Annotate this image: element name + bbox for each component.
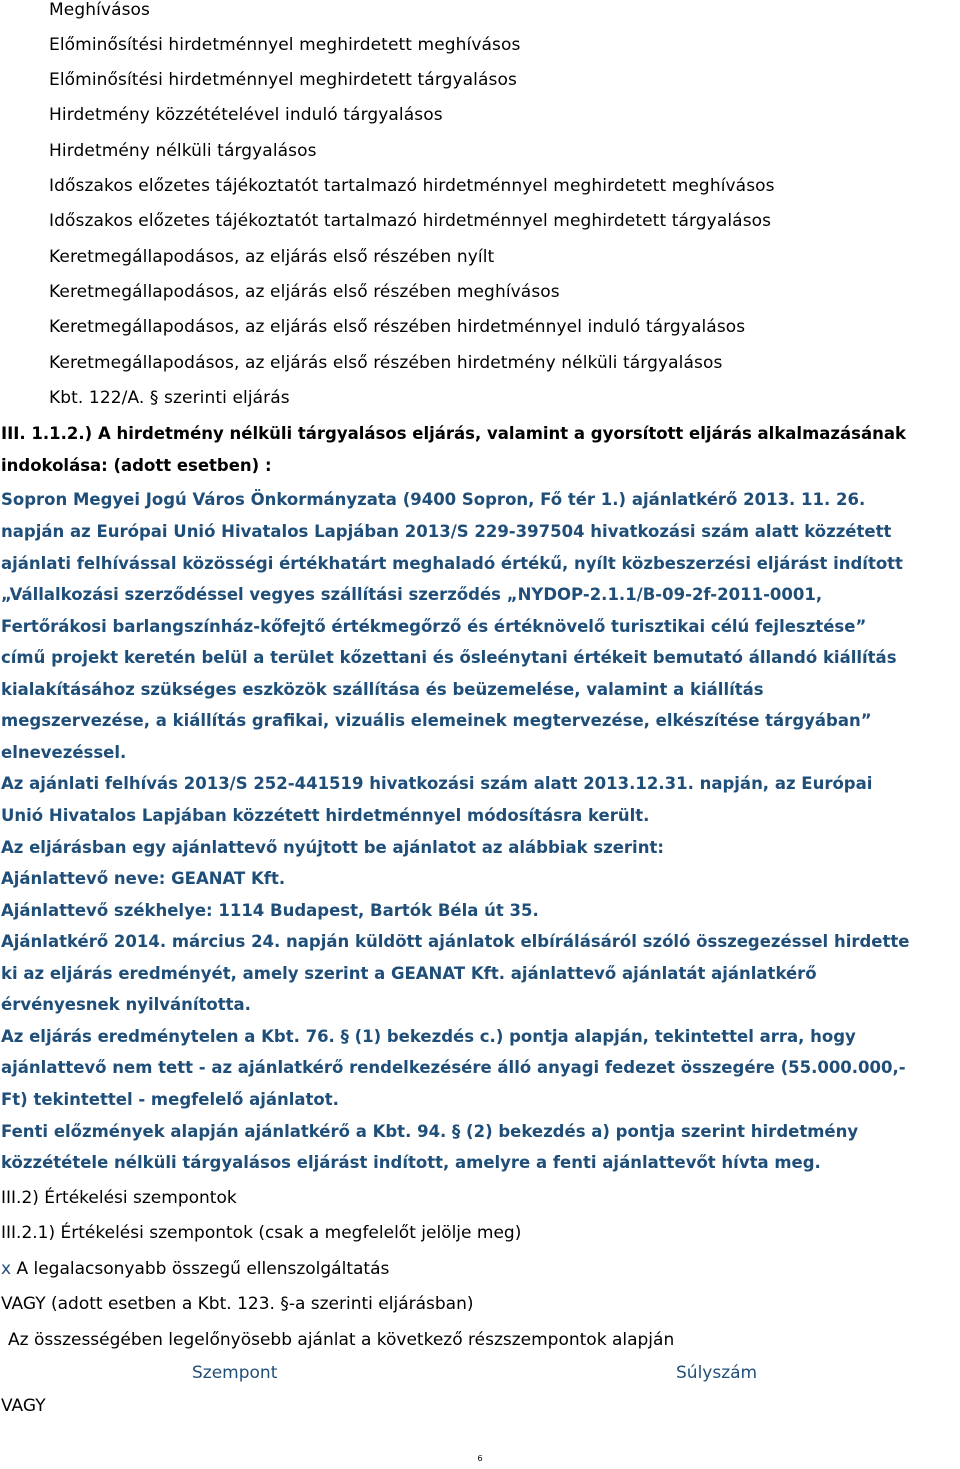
justification-line: Ft) tekintettel - megfelelő ajánlatot. bbox=[1, 1090, 339, 1109]
justification-line: Ajánlatkérő 2014. március 24. napján küldött ajánlatok elbírálásáról szóló összegezéssel hirdette bbox=[1, 932, 910, 951]
justification-line: Unió Hivatalos Lapjában közzétett hirdetménnyel módosításra került. bbox=[1, 806, 650, 825]
procedure-type-item: Keretmegállapodásos, az eljárás első részében hirdetmény nélküli tárgyalásos bbox=[49, 353, 723, 373]
justification-line: Az ajánlati felhívás 2013/S 252-441519 hivatkozási szám alatt 2013.12.31. napján, az Európai bbox=[1, 774, 873, 793]
procedure-type-item: Hirdetmény közzétételével induló tárgyalásos bbox=[49, 105, 443, 125]
procedure-type-item: Előminősítési hirdetménnyel meghirdetett tárgyalásos bbox=[49, 70, 517, 90]
justification-line: közzététele nélküli tárgyalásos eljárást indított, amelyre a fenti ajánlattevőt hívta meg. bbox=[1, 1153, 821, 1172]
selected-mark: x bbox=[1, 1259, 12, 1279]
justification-line: Fertőrákosi barlangszínház-kőfejtő értékmegőrző és értéknövelő turisztikai célú fejlesztése” bbox=[1, 617, 867, 636]
best-value-option: Az összességében legelőnyösebb ajánlat a következő részszempontok alapján bbox=[8, 1330, 675, 1350]
justification-line: Fenti előzmények alapján ajánlatkérő a Kbt. 94. § (2) bekezdés a) pontja szerint hirdetmény bbox=[1, 1122, 859, 1141]
procedure-type-item: Hirdetmény nélküli tárgyalásos bbox=[49, 141, 317, 161]
justification-line: napján az Európai Unió Hivatalos Lapjában 2013/S 229-397504 hivatkozási szám alatt közzétett bbox=[1, 522, 892, 541]
procedure-type-item: Keretmegállapodásos, az eljárás első részében hirdetménnyel induló tárgyalásos bbox=[49, 317, 746, 337]
section-heading-justification: III. 1.1.2.) A hirdetmény nélküli tárgyalásos eljárás, valamint a gyorsított eljárás alkalmazásának bbox=[1, 424, 906, 443]
procedure-type-item: Keretmegállapodásos, az eljárás első részében nyílt bbox=[49, 247, 495, 267]
bidder-address: Ajánlattevő székhelye: 1114 Budapest, Bartók Béla út 35. bbox=[1, 901, 539, 920]
justification-line: Sopron Megyei Jogú Város Önkormányzata (9400 Sopron, Fő tér 1.) ajánlatkérő 2013. 11. 26. bbox=[1, 490, 866, 509]
justification-line: Az eljárásban egy ajánlattevő nyújtott be ajánlatot az alábbiak szerint: bbox=[1, 838, 664, 857]
procedure-type-item: Előminősítési hirdetménnyel meghirdetett meghívásos bbox=[49, 35, 521, 55]
justification-line: megszervezése, a kiállítás grafikai, vizuális elemeinek megtervezése, elkészítése tárgyában” bbox=[1, 711, 872, 730]
justification-line: ki az eljárás eredményét, amely szerint a GEANAT Kft. ajánlattevő ajánlatát ajánlatkérő bbox=[1, 964, 817, 983]
justification-line: érvényesnek nyilvánította. bbox=[1, 995, 251, 1014]
or-line: VAGY (adott esetben a Kbt. 123. §-a szerinti eljárásban) bbox=[1, 1294, 474, 1314]
page-number: 6 bbox=[477, 1454, 483, 1463]
weight-column-header: Súlyszám bbox=[676, 1363, 758, 1383]
justification-line: Az eljárás eredménytelen a Kbt. 76. § (1) bekezdés c.) pontja alapján, tekintettel arra, hogy bbox=[1, 1027, 856, 1046]
section-heading-justification-cont: indokolása: (adott esetben) : bbox=[1, 456, 272, 475]
lowest-price-label: A legalacsonyabb összegű ellenszolgáltatás bbox=[16, 1259, 390, 1279]
procedure-type-item: Keretmegállapodásos, az eljárás első részében meghívásos bbox=[49, 282, 560, 302]
procedure-type-item: Meghívásos bbox=[49, 0, 151, 20]
bidder-name: Ajánlattevő neve: GEANAT Kft. bbox=[1, 869, 286, 888]
justification-line: elnevezéssel. bbox=[1, 743, 127, 762]
section-subheading-evaluation-criteria: III.2.1) Értékelési szempontok (csak a megfelelőt jelölje meg) bbox=[1, 1223, 522, 1243]
section-heading-evaluation: III.2) Értékelési szempontok bbox=[1, 1188, 237, 1208]
justification-line: ajánlattevő nem tett - az ajánlatkérő rendelkezésére álló anyagi fedezet összegére (55.000.000,- bbox=[1, 1058, 906, 1077]
justification-line: című projekt keretén belül a terület kőzettani és ősleénytani értékeit bemutató állandó kiállítás bbox=[1, 648, 897, 667]
procedure-type-item: Időszakos előzetes tájékoztatót tartalmazó hirdetménnyel meghirdetett tárgyalásos bbox=[49, 211, 772, 231]
procedure-type-item: Időszakos előzetes tájékoztatót tartalmazó hirdetménnyel meghirdetett meghívásos bbox=[49, 176, 775, 196]
justification-line: kialakításához szükséges eszközök szállítása és beüzemelése, valamint a kiállítás bbox=[1, 680, 764, 699]
justification-line: ajánlati felhívással közösségi értékhatárt meghaladó értékű, nyílt közbeszerzési eljárást indított bbox=[1, 554, 903, 573]
or-final: VAGY bbox=[1, 1396, 46, 1416]
lowest-price-option bbox=[1, 1261, 389, 1278]
procedure-type-item: Kbt. 122/A. § szerinti eljárás bbox=[49, 388, 290, 408]
justification-line: „Vállalkozási szerződéssel vegyes szállítási szerződés „NYDOP-2.1.1/B-09-2f-2011-0001, bbox=[1, 585, 823, 604]
criterion-column-header: Szempont bbox=[192, 1363, 278, 1383]
